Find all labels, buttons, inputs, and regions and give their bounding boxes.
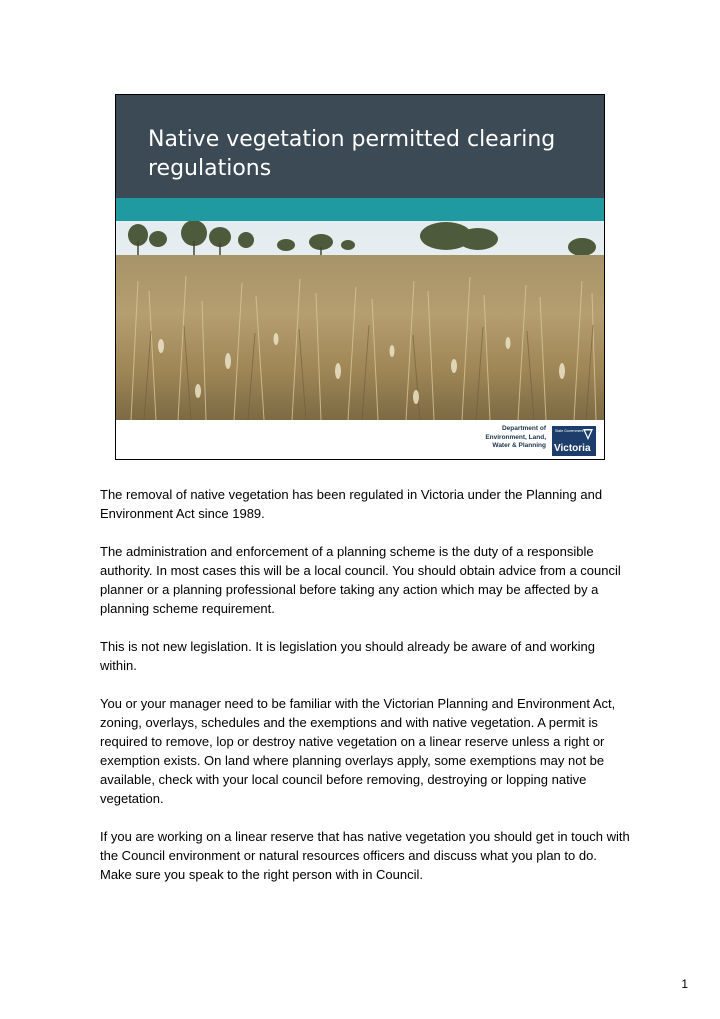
slide-accent-band [116,198,604,221]
triangle-icon [583,429,593,440]
slide-title: Native vegetation permitted clearing regulations [148,127,556,181]
slide-thumbnail [115,94,605,460]
victoria-logo [552,426,596,456]
logo-gov-text: State Government [555,429,584,433]
logo-state-word: Victoria [554,443,591,454]
notes-paragraph: The removal of native vegetation has been regulated in Victoria under the Planning and Environment Act since 1989. [100,487,603,521]
grassland-photo [116,221,604,420]
notes-paragraph: The administration and enforcement of a planning scheme is the duty of a responsible authority. In most cases this will be a local council. You should obtain advice from a council planner or a planning professional before taking any action which may be affected by a planning scheme requirement. [100,544,621,616]
notes-paragraph: This is not new legislation. It is legislation you should already be aware of and working within. [100,639,595,673]
department-name: Department of Environment, Land, Water & Planning [485,425,546,449]
slide-header [116,95,604,198]
speaker-notes [100,485,630,903]
slide-footer [116,420,604,459]
notes-paragraph: You or your manager need to be familiar with the Victorian Planning and Environment Act, zoning, overlays, schedules and the exemptions and with native vegetation. A permit is required to remove, lop or destroy native vegetation on a linear reserve unless a right or exemption exists. On land where planning overlays apply, some exemptions may not be available, check with your local council before removing, destroying or lopping native vegetation. [100,696,616,806]
page-number: 1 [681,977,688,991]
notes-paragraph: If you are working on a linear reserve that has native vegetation you should get in touch with the Council environment or natural resources officers and discuss what you plan to do. Make sure you speak to the right person with in Council. [100,829,630,882]
